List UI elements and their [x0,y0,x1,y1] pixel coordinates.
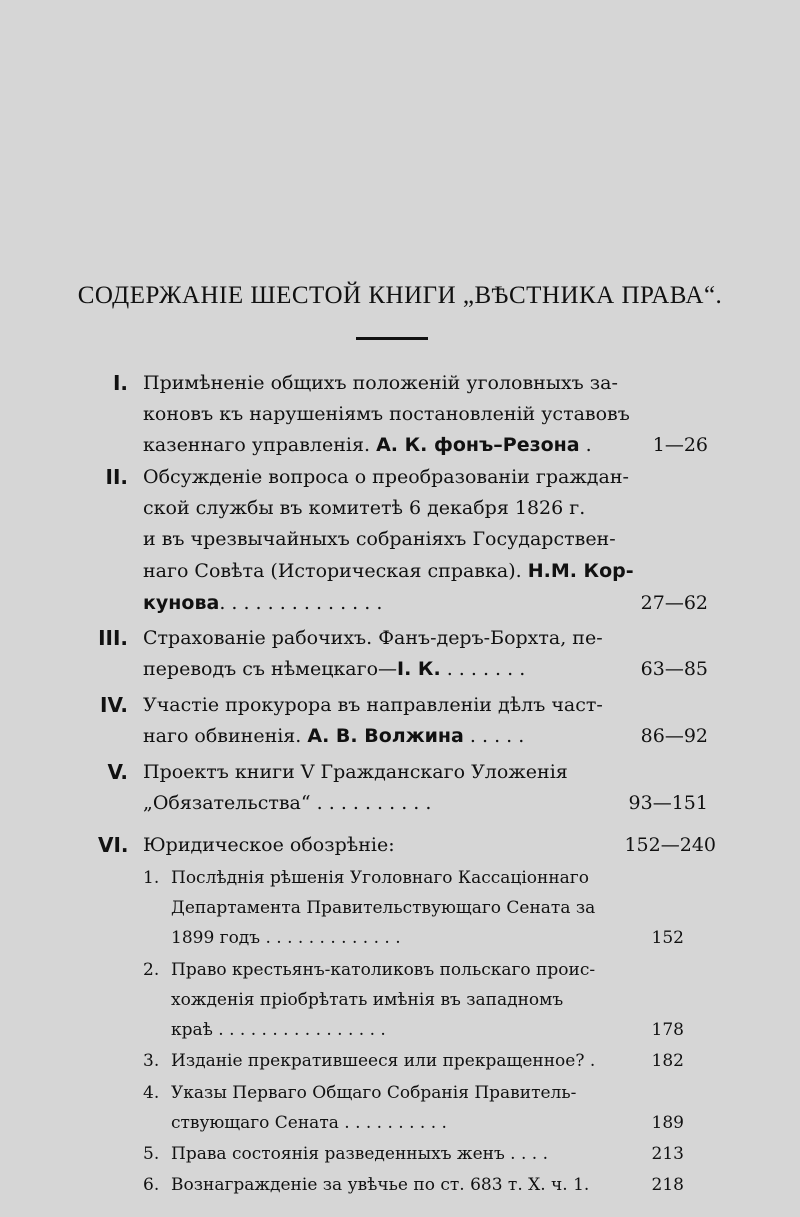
subentry-text: 1899 годъ . . . . . . . . . . . . . [171,928,401,948]
subentry-page: 178 [651,1020,684,1040]
toc-entry-2-line [0,524,800,555]
subentry-page: 152 [651,928,684,948]
entry-pages: 1—26 [652,434,708,456]
toc-entry-3-line [0,623,800,654]
entry-pages: 152—240 [624,834,716,856]
toc-entry-4-line [0,721,800,752]
subentry-2-line [0,1015,800,1046]
subentry-page: 189 [651,1113,684,1133]
subentry-5-line [0,1139,800,1170]
entry-text [143,654,525,685]
leader-dots: . [579,434,592,456]
subentry-number: 3. [143,1051,160,1071]
entry-text: Страхованіе рабочихъ. Фанъ-деръ-Борхта, пе- [143,627,603,649]
toc-entry-5-line [0,788,800,819]
subentry-1-line [0,863,800,894]
subentry-number: 2. [143,960,160,980]
subentry-6-line [0,1170,800,1201]
page-title: СОДЕРЖАНІЕ ШЕСТОЙ КНИГИ „ВѢСТНИКА ПРАВА“. [77,282,723,309]
entry-text: коновъ къ нарушеніямъ постановленій уставовъ [143,403,630,425]
leader-dots: . . . . . . . [446,658,526,680]
entry-text: Участіе прокурора въ направленіи дѣлъ част- [143,694,603,716]
toc-entry-1-line [0,368,800,399]
entry-text [143,556,634,587]
entry-text: ской службы въ комитетѣ 6 декабря 1826 г. [143,497,586,519]
entry-author: I. К. [397,658,441,680]
entry-text [143,588,382,619]
toc-entry-5-line [0,757,800,788]
leader-dots: . . . . . . . . . . [316,792,432,814]
toc-entry-4-line [0,690,800,721]
entry-number: VI. [98,833,129,857]
toc-entry-2-line [0,493,800,524]
subentry-text: Послѣднія рѣшенія Уголовнаго Кассаціоннаго [171,868,589,888]
entry-text [143,788,431,819]
subentry-4-line [0,1078,800,1109]
subentry-text: Право крестьянъ-католиковъ польскаго проис- [171,960,596,980]
toc-entry-2-line [0,462,800,493]
entry-pages: 93—151 [628,792,708,814]
leader-dots: . . . . . [469,725,525,747]
title-rule [356,337,428,340]
toc-entry-1-line [0,399,800,430]
entry-text-last: наго Совѣта (Историческая справка). [143,560,522,582]
subentry-number: 4. [143,1083,160,1103]
entry-text: Юридическое обозрѣніе: [143,834,395,856]
entry-text-last: казеннаго управленія. [143,434,371,456]
entry-pages: 86—92 [640,725,708,747]
subentry-text: Права состоянія разведенныхъ женъ . . . . [171,1144,549,1164]
entry-text: Обсужденіе вопроса о преобразованіи граждан- [143,466,629,488]
entry-author: А. В. Волжина [307,725,464,747]
subentry-page: 213 [651,1144,684,1164]
entry-number: I. [112,371,128,395]
toc-entry-3-line [0,654,800,685]
subentry-1-line [0,893,800,924]
toc-entry-1-line [0,430,800,461]
entry-text: Проектъ книги V Гражданскаго Уложенія [143,761,568,783]
toc-entry-2-line [0,556,800,587]
entry-text: Примѣненіе общихъ положеній уголовныхъ за- [143,372,618,394]
subentry-number: 1. [143,868,160,888]
entry-pages: 27—62 [640,592,708,614]
entry-number: V. [107,760,128,784]
subentry-3-line [0,1046,800,1077]
entry-number: IV. [100,693,128,717]
subentry-text: краѣ . . . . . . . . . . . . . . . . [171,1020,386,1040]
entry-text: и въ чрезвычайныхъ собраніяхъ Государствен- [143,528,616,550]
subentry-2-line [0,955,800,986]
subentry-text: ствующаго Сената . . . . . . . . . . [171,1113,447,1133]
subentry-2-line [0,985,800,1016]
entry-author: кунова [143,592,220,614]
subentry-number: 5. [143,1144,160,1164]
subentry-text: хожденія пріобрѣтать имѣнія въ западномъ [171,990,564,1010]
entry-number: III. [98,626,128,650]
subentry-page: 182 [651,1051,684,1071]
subentry-text: Указы Перваго Общаго Собранія Правитель- [171,1083,577,1103]
toc-entry-2-line [0,588,800,619]
entry-text-last: „Обязательства“ [143,792,311,814]
entry-text [143,430,592,461]
toc-entry-6-line [0,830,800,861]
entry-number: II. [105,465,128,489]
entry-text-last: переводъ съ нѣмецкаго— [143,658,398,680]
subentry-page: 218 [651,1175,684,1195]
entry-author: Н.М. Кор- [527,560,634,582]
subentry-text: Изданіе прекратившееся или прекращенное? . [171,1051,596,1071]
subentry-4-line [0,1108,800,1139]
entry-text [143,721,524,752]
subentry-text: Вознагражденіе за увѣчье по ст. 683 т. X. ч. 1. [171,1175,590,1195]
entry-text-last: наго обвиненія. [143,725,302,747]
subentry-number: 6. [143,1175,160,1195]
leader-dots: . . . . . . . . . . . . . . [219,592,383,614]
entry-pages: 63—85 [640,658,708,680]
subentry-text: Департамента Правительствующаго Сената за [171,898,596,918]
entry-author: А. К. фонъ–Резона [376,434,580,456]
subentry-1-line [0,923,800,954]
